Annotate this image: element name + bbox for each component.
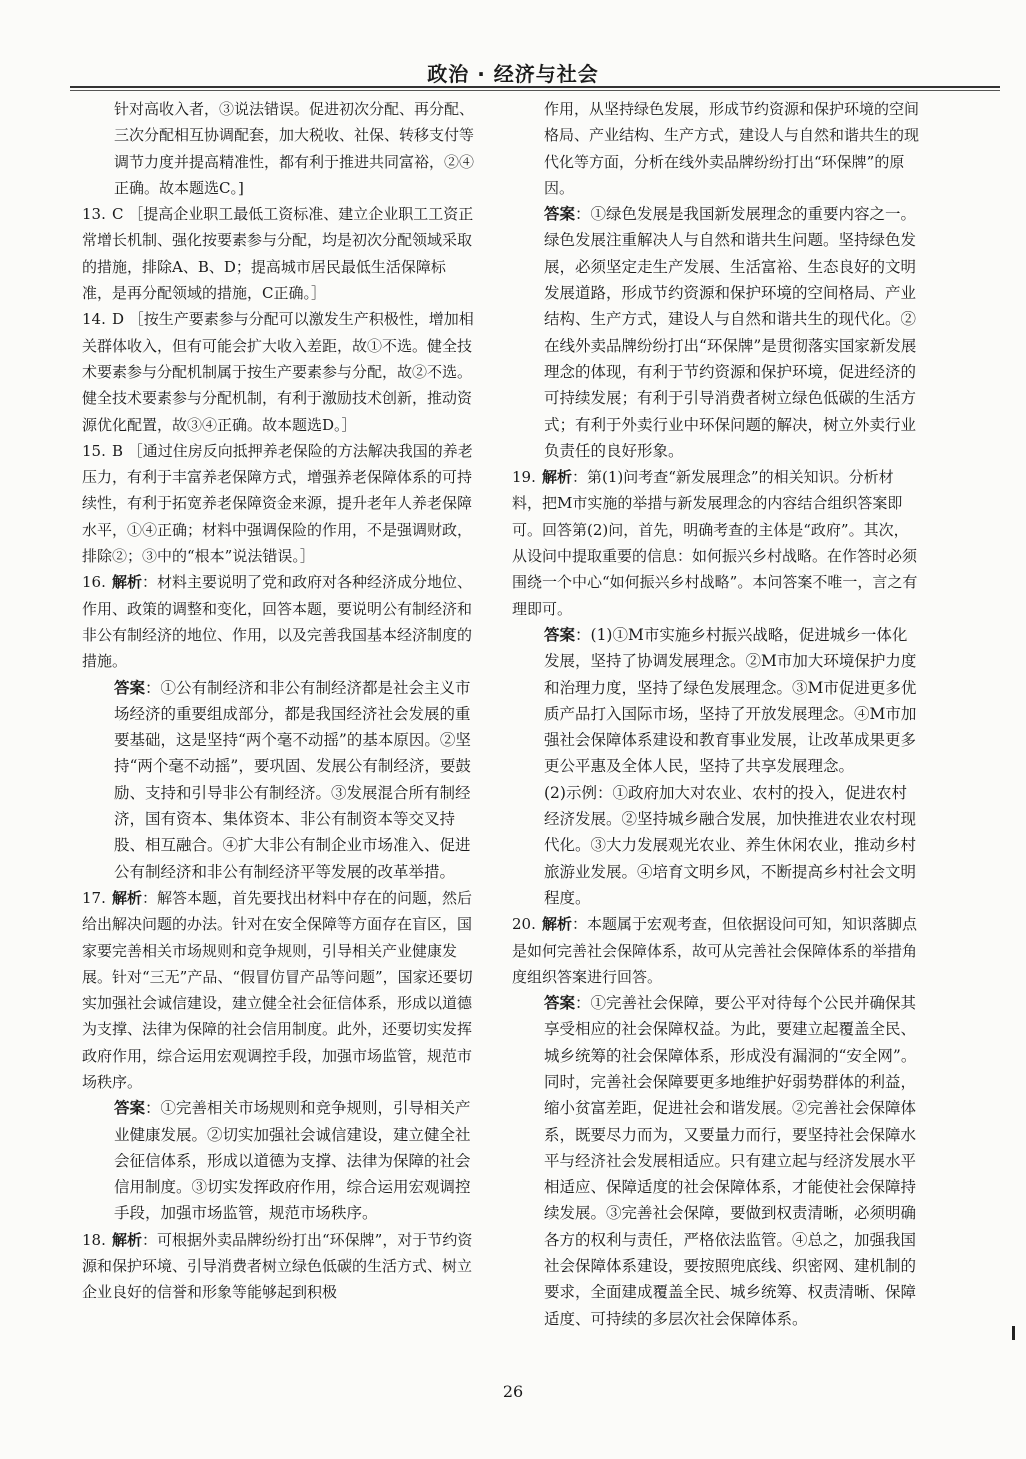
q19-analysis: ：第(1)问考查“新发展理念”的相关知识。分析材料，把M市实施的举措与新发展理念的内容结合组织答案即可。回答第(2)问，首先，明确考查的主体是“政府”。其次，从设问中提取重要的信息：如何振兴乡村战略。在作答时必须围绕一个中心“如何振兴乡村战略”。本问答案不唯一，言之有理即可。 bbox=[512, 468, 918, 618]
q20-answer bbox=[512, 990, 922, 1332]
left-column bbox=[82, 96, 474, 1306]
q18-answer-text: ：①绿色发展是我国新发展理念的重要内容之一。绿色发展注重解决人与自然和谐共生问题。坚持绿色发展，必须坚定走生产发展、生活富裕、生态良好的文明发展道路，形成节约资源和保护环境的空间格局、产业结构、生产方式，建设人与自然和谐共生的现代化。②在线外卖品牌纷纷打出“环保牌”是贯彻落实国家新发展理念的体现，有利于节约资源和保护环境，促进经济的可持续发展；有利于引导消费者树立绿色低碳的生活方式；有利于外卖行业中环保问题的解决，树立外卖行业负责任的良好形象。 bbox=[544, 205, 917, 460]
q14-number: 14. bbox=[82, 310, 106, 329]
q16-number: 16. bbox=[82, 573, 106, 592]
q18-item bbox=[82, 1227, 474, 1306]
q13-item bbox=[82, 201, 474, 306]
q13-number: 13. bbox=[82, 205, 106, 224]
header-rule-thin bbox=[70, 90, 1000, 91]
q20-analysis: ：本题属于宏观考查，但依据设问可知，知识落脚点是如何完善社会保障体系，故可从完善社会保障体系的举措角度组织答案进行回答。 bbox=[512, 915, 918, 986]
q16-answer bbox=[82, 675, 474, 885]
q16-analysis-label: 解析 bbox=[112, 573, 143, 592]
q17-item bbox=[82, 885, 474, 1095]
q16-answer-label: 答案 bbox=[114, 677, 146, 697]
q20-item bbox=[512, 911, 922, 990]
q13-body: C ［提高企业职工最低工资标准、建立企业职工工资正常增长机制、强化按要素参与分配，均是初次分配领域采取的措施，排除A、B、D；提高城市居民最低生活保障标准，是再分配领域的措施，C正确。］ bbox=[82, 205, 474, 303]
q18-continuation: 作用，从坚持绿色发展，形成节约资源和保护环境的空间格局、产业结构、生产方式，建设人与自然和谐共生的现代化等方面，分析在线外卖品牌纷纷打出“环保牌”的原因。 bbox=[544, 100, 920, 197]
q20-answer-text: ：①完善社会保障，要公平对待每个公民并确保其享受相应的社会保障权益。为此，要建立起覆盖全民、城乡统筹的社会保障体系，形成没有漏洞的“安全网”。同时，完善社会保障要更多地维护好弱势群体的利益，缩小贫富差距，促进社会和谐发展。②完善社会保障体系，既要尽力而为，又要量力而行，要坚持社会保障水平与经济社会发展相适应。只有建立起与经济发展水平相适应、保障适度的社会保障体系，才能使社会保障持续发展。③完善社会保障，要做到权责清晰，必须明确各方的权利与责任，严格依法监管。④总之，加强我国社会保障体系建设，要按照兜底线、织密网、建机制的要求，全面建成覆盖全民、城乡统筹、权责清晰、保障适度、可持续的多层次社会保障体系。 bbox=[544, 994, 917, 1328]
header-rule bbox=[70, 86, 1000, 88]
q16-analysis: ：材料主要说明了党和政府对各种经济成分地位、作用、政策的调整和变化，回答本题，要说明公有制经济和非公有制经济的地位、作用，以及完善我国基本经济制度的措施。 bbox=[82, 573, 473, 671]
q15-body: B ［通过住房反向抵押养老保险的方法解决我国的养老压力，有利于丰富养老保障方式，增强养老保障体系的可持续性，有利于拓宽养老保障资金来源，提升老年人养老保障水平，①④正确；材料中强调保险的作用，不是强调财政，排除②；③中的“根本”说法错误。］ bbox=[82, 441, 473, 566]
q20-analysis-label: 解析 bbox=[542, 915, 573, 934]
q17-answer-label: 答案 bbox=[114, 1098, 146, 1118]
q17-analysis-label: 解析 bbox=[112, 888, 143, 907]
right-column bbox=[512, 96, 922, 1332]
page-header-title: 政治 · 经济与社会 bbox=[427, 62, 599, 86]
margin-mark bbox=[1012, 1326, 1015, 1340]
q14-body: D ［按生产要素参与分配可以激发生产积极性，增加相关群体收入，但有可能会扩大收入差距，故①不选。健全技术要素参与分配机制属于按生产要素参与分配，故②不选。健全技术要素参与分配机制，有利于激励技术创新，推动资源优化配置，故③④正确。故本题选D。］ bbox=[82, 310, 474, 434]
q18-answer-label: 答案 bbox=[544, 204, 576, 224]
q19-analysis-label: 解析 bbox=[542, 468, 573, 487]
q19-answer bbox=[512, 622, 922, 780]
q19-item bbox=[512, 464, 922, 622]
q18-number: 18. bbox=[82, 1230, 106, 1249]
q18-answer bbox=[512, 201, 922, 464]
q16-item bbox=[82, 569, 474, 674]
q18-analysis: ：可根据外卖品牌纷纷打出“环保牌”，对于节约资源和保护环境、引导消费者树立绿色低碳的生活方式、树立企业良好的信誉和形象等能够起到积极 bbox=[82, 1230, 473, 1302]
page-number: 26 bbox=[502, 1382, 524, 1401]
q16-answer-text: ：①公有制经济和非公有制经济都是社会主义市场经济的重要组成部分，都是我国经济社会发展的重要基础，这是坚持“两个毫不动摇”的基本原因。②坚持“两个毫不动摇”，要巩固、发展公有制经济，要鼓励、支持和引导非公有制经济。③发展混合所有制经济，国有资本、集体资本、非公有制资本等交叉持股、相互融合。④扩大非公有制企业市场准入、促进公有制经济和非公有制经济平等发展的改革举措。 bbox=[114, 678, 471, 881]
q19-number: 19. bbox=[512, 468, 536, 487]
q14-item bbox=[82, 306, 474, 437]
q18-analysis-label: 解析 bbox=[112, 1230, 143, 1249]
q12-continuation: 针对高收入者，③说法错误。促进初次分配、再分配、三次分配相互协调配套，加大税收、社保、转移支付等调节力度并提高精准性，都有利于推进共同富裕，②④正确。故本题选C。] bbox=[114, 100, 475, 197]
q19-answer-part1: ：(1)①M市实施乡村振兴战略，促进城乡一体化发展，坚持了协调发展理念。②M市加大环境保护力度和治理力度，坚持了绿色发展理念。③M市促进更多优质产品打入国际市场，坚持了开放发展理念。④M市加强社会保障体系建设和教育事业发展，让改革成果更多更公平惠及全体人民，坚持了共享发展理念。 bbox=[544, 625, 917, 776]
q15-number: 15. bbox=[82, 441, 106, 460]
q17-analysis: ：解答本题，首先要找出材料中存在的问题，然后给出解决问题的办法。针对在安全保障等方面存在盲区，国家要完善相关市场规则和竞争规则，引导相关产业健康发展。针对“三无”产品、“假冒仿冒产品等问题”，国家还要切实加强社会诚信建设，建立健全社会征信体系，形成以道德为支撑、法律为保障的社会信用制度。此外，还要切实发挥政府作用，综合运用宏观调控手段，加强市场监管，规范市场秩序。 bbox=[82, 888, 473, 1091]
q17-answer-text: ：①完善相关市场规则和竞争规则，引导相关产业健康发展。②切实加强社会诚信建设，建立健全社会征信体系，形成以道德为支撑、法律为保障的社会信用制度。③切实发挥政府作用，综合运用宏观调控手段，加强市场监管，规范市场秩序。 bbox=[114, 1099, 471, 1223]
q19-answer-label: 答案 bbox=[544, 624, 576, 644]
q20-number: 20. bbox=[512, 915, 536, 934]
q20-answer-label: 答案 bbox=[544, 993, 576, 1013]
q19-answer-part2: (2)示例：①政府加大对农业、农村的投入，促进农村经济发展。②坚持城乡融合发展，加快推进农业农村现代化。③大力发展观光农业、养生休闲农业，推动乡村旅游业发展。④培育文明乡风，不断提高乡村社会文明程度。 bbox=[544, 783, 917, 907]
q17-number: 17. bbox=[82, 888, 106, 907]
q15-item bbox=[82, 438, 474, 569]
q17-answer bbox=[82, 1095, 474, 1226]
